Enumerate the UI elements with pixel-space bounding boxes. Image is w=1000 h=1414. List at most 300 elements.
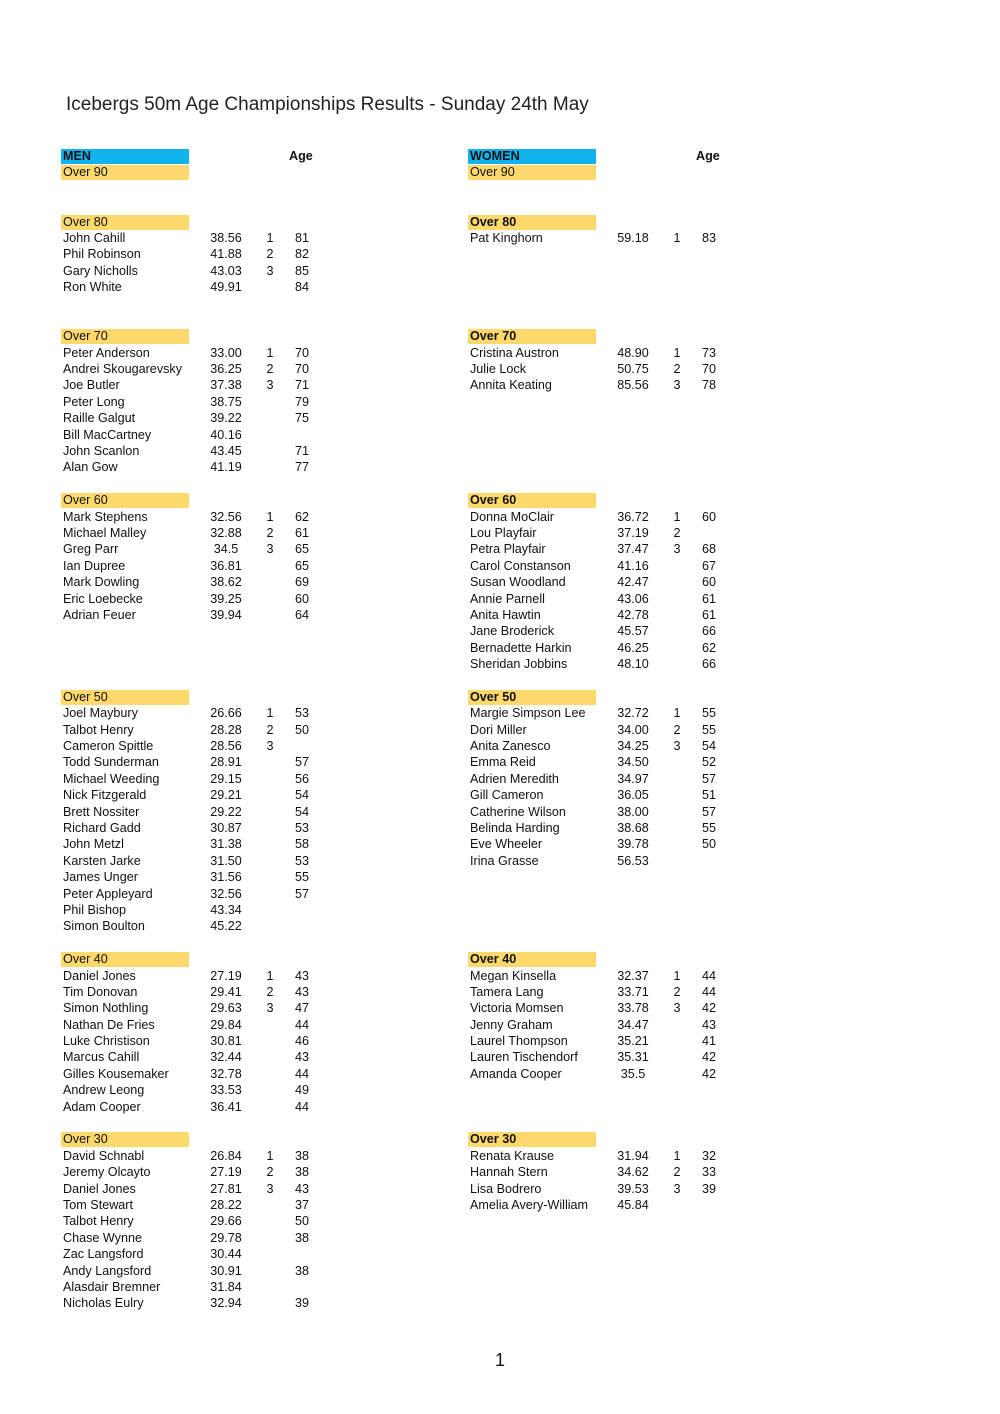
result-row bbox=[468, 771, 758, 787]
place: 2 bbox=[266, 362, 274, 377]
swim-time: 43.34 bbox=[210, 902, 242, 917]
women-header-row bbox=[468, 148, 758, 164]
blank-row bbox=[468, 1099, 758, 1115]
swim-time: 36.05 bbox=[617, 788, 649, 803]
swim-time: 33.53 bbox=[210, 1083, 242, 1098]
place: 3 bbox=[266, 378, 274, 393]
result-row bbox=[61, 1148, 351, 1164]
swim-time: 35.21 bbox=[617, 1034, 649, 1049]
place: 1 bbox=[266, 509, 274, 524]
swim-time: 41.88 bbox=[210, 247, 242, 262]
place: 2 bbox=[673, 984, 681, 999]
place: 2 bbox=[673, 722, 681, 737]
result-row bbox=[61, 541, 351, 557]
result-row bbox=[61, 1197, 351, 1213]
swimmer-age: 46 bbox=[294, 1034, 309, 1049]
result-row bbox=[61, 509, 351, 525]
swimmer-age: 44 bbox=[294, 1066, 309, 1081]
swimmer-name: Catherine Wilson bbox=[470, 804, 566, 819]
result-row bbox=[61, 836, 351, 852]
result-row bbox=[468, 1181, 758, 1197]
result-row bbox=[468, 787, 758, 803]
swim-time: 32.88 bbox=[210, 525, 242, 540]
swimmer-name: Andrei Skougarevsky bbox=[63, 362, 183, 377]
swim-time: 48.90 bbox=[617, 345, 649, 360]
swim-time: 34.62 bbox=[617, 1165, 649, 1180]
swim-time: 37.19 bbox=[617, 525, 649, 540]
swimmer-name: Daniel Jones bbox=[63, 1181, 136, 1196]
swimmer-age: 44 bbox=[294, 1017, 309, 1032]
place: 2 bbox=[673, 362, 681, 377]
swimmer-age: 60 bbox=[294, 591, 309, 606]
category-label: Over 30 bbox=[63, 1132, 108, 1147]
swimmer-age: 70 bbox=[701, 362, 716, 377]
result-row bbox=[61, 443, 351, 459]
swimmer-name: Raille Galgut bbox=[63, 411, 136, 426]
swim-time: 28.91 bbox=[210, 755, 242, 770]
swim-time: 34.25 bbox=[617, 739, 649, 754]
place: 3 bbox=[266, 263, 274, 278]
swimmer-name: James Unger bbox=[63, 870, 138, 885]
swim-time: 32.37 bbox=[617, 968, 649, 983]
swimmer-age: 43 bbox=[294, 1050, 309, 1065]
place: 2 bbox=[266, 1165, 274, 1180]
result-row bbox=[61, 1066, 351, 1082]
blank-row bbox=[468, 886, 758, 902]
swimmer-name: Alasdair Bremner bbox=[63, 1279, 161, 1294]
swimmer-name: Tom Stewart bbox=[63, 1198, 133, 1212]
place: 1 bbox=[266, 1148, 274, 1163]
swimmer-name: John Metzl bbox=[63, 837, 124, 852]
blank-row bbox=[61, 181, 351, 197]
swimmer-age: 53 bbox=[294, 706, 309, 721]
swimmer-name: Mark Dowling bbox=[63, 575, 140, 590]
swimmer-name: Jeremy Olcayto bbox=[63, 1165, 151, 1180]
swimmer-name: Susan Woodland bbox=[470, 575, 566, 590]
swim-time: 45.84 bbox=[617, 1198, 649, 1212]
swim-time: 29.84 bbox=[210, 1017, 242, 1032]
swimmer-name: Chase Wynne bbox=[63, 1230, 142, 1245]
result-row bbox=[61, 722, 351, 738]
swim-time: 29.41 bbox=[210, 984, 242, 999]
blank-row bbox=[468, 459, 758, 475]
swimmer-age: 68 bbox=[701, 542, 716, 557]
result-row bbox=[61, 869, 351, 885]
result-row bbox=[468, 623, 758, 639]
swim-time: 32.56 bbox=[210, 509, 242, 524]
result-row bbox=[468, 640, 758, 656]
swimmer-name: Daniel Jones bbox=[63, 968, 136, 983]
result-row bbox=[61, 263, 351, 279]
swimmer-age: 54 bbox=[294, 788, 309, 803]
swimmer-age: 60 bbox=[701, 509, 716, 524]
swimmer-age: 64 bbox=[294, 607, 309, 622]
swimmer-age: 38 bbox=[294, 1230, 309, 1245]
result-row bbox=[61, 1246, 351, 1262]
men-results-column bbox=[61, 148, 351, 1312]
swimmer-age: 78 bbox=[701, 378, 716, 393]
swimmer-age: 61 bbox=[701, 591, 716, 606]
result-row bbox=[61, 361, 351, 377]
place: 3 bbox=[266, 1181, 274, 1196]
swimmer-age: 37 bbox=[294, 1198, 309, 1212]
blank-row bbox=[468, 263, 758, 279]
swim-time: 38.56 bbox=[210, 230, 242, 245]
swimmer-name: Mark Stephens bbox=[63, 509, 148, 524]
swimmer-age: 66 bbox=[701, 624, 716, 639]
swimmer-age: 70 bbox=[294, 362, 309, 377]
swimmer-age: 66 bbox=[701, 657, 716, 672]
swim-time: 59.18 bbox=[617, 230, 649, 245]
result-row bbox=[61, 345, 351, 361]
result-row bbox=[468, 230, 758, 246]
swimmer-name: Michael Weeding bbox=[63, 771, 160, 786]
swimmer-age: 43 bbox=[294, 1181, 309, 1196]
swimmer-name: Cameron Spittle bbox=[63, 739, 154, 754]
blank-row bbox=[61, 623, 351, 639]
category-row bbox=[61, 328, 351, 344]
swimmer-name: Todd Sunderman bbox=[63, 755, 159, 770]
swim-time: 38.00 bbox=[617, 804, 649, 819]
swim-time: 27.19 bbox=[210, 968, 242, 983]
swim-time: 32.72 bbox=[617, 706, 649, 721]
swim-time: 38.68 bbox=[617, 821, 649, 836]
swimmer-age: 55 bbox=[701, 821, 716, 836]
swim-time: 45.22 bbox=[210, 919, 242, 934]
category-row bbox=[468, 492, 758, 508]
place: 3 bbox=[673, 1181, 681, 1196]
swimmer-age: 50 bbox=[294, 1214, 309, 1229]
result-row bbox=[61, 902, 351, 918]
swimmer-age: 61 bbox=[701, 607, 716, 622]
swimmer-age: 49 bbox=[294, 1083, 309, 1098]
result-row bbox=[61, 1049, 351, 1065]
swimmer-name: John Scanlon bbox=[63, 444, 140, 459]
place: 3 bbox=[673, 1001, 681, 1016]
swimmer-name: Julie Lock bbox=[470, 362, 527, 377]
swimmer-age: 62 bbox=[701, 640, 716, 655]
swimmer-age: 85 bbox=[294, 263, 309, 278]
blank-row bbox=[468, 246, 758, 262]
swim-time: 26.84 bbox=[210, 1148, 242, 1163]
result-row bbox=[468, 607, 758, 623]
swimmer-name: Ian Dupree bbox=[63, 558, 126, 573]
swimmer-name: Nathan De Fries bbox=[63, 1017, 155, 1032]
blank-row bbox=[61, 935, 351, 951]
result-row bbox=[61, 246, 351, 262]
blank-row bbox=[468, 312, 758, 328]
swim-time: 28.56 bbox=[210, 739, 242, 754]
swimmer-name: Brett Nossiter bbox=[63, 804, 140, 819]
swim-time: 48.10 bbox=[617, 657, 649, 672]
category-row bbox=[61, 1131, 351, 1147]
result-row bbox=[61, 853, 351, 869]
place: 1 bbox=[673, 968, 681, 983]
result-row bbox=[468, 574, 758, 590]
swim-time: 39.94 bbox=[210, 607, 242, 622]
swimmer-name: Ron White bbox=[63, 280, 122, 295]
swim-time: 27.81 bbox=[210, 1181, 242, 1196]
blank-row bbox=[61, 1115, 351, 1131]
result-row bbox=[61, 410, 351, 426]
place: 1 bbox=[266, 345, 274, 360]
blank-row bbox=[468, 197, 758, 213]
result-row bbox=[61, 574, 351, 590]
result-row bbox=[468, 1148, 758, 1164]
blank-row bbox=[468, 443, 758, 459]
swim-time: 35.31 bbox=[617, 1050, 649, 1065]
swimmer-name: Pat Kinghorn bbox=[470, 230, 543, 245]
result-row bbox=[468, 345, 758, 361]
result-row bbox=[468, 853, 758, 869]
swim-time: 29.22 bbox=[210, 804, 242, 819]
result-row bbox=[61, 738, 351, 754]
place: 1 bbox=[266, 706, 274, 721]
swimmer-name: Anita Zanesco bbox=[470, 739, 551, 754]
result-row bbox=[468, 541, 758, 557]
swimmer-age: 42 bbox=[701, 1066, 716, 1081]
blank-row bbox=[468, 296, 758, 312]
category-label: Over 60 bbox=[63, 493, 108, 508]
swim-time: 56.53 bbox=[617, 853, 649, 868]
swim-time: 31.50 bbox=[210, 853, 242, 868]
blank-row bbox=[61, 197, 351, 213]
swimmer-name: Margie Simpson Lee bbox=[470, 706, 586, 721]
swim-time: 33.71 bbox=[617, 984, 649, 999]
result-row bbox=[61, 1099, 351, 1115]
blank-row bbox=[468, 918, 758, 934]
result-row bbox=[468, 656, 758, 672]
swimmer-age: 57 bbox=[294, 755, 309, 770]
blank-row bbox=[61, 656, 351, 672]
swimmer-name: Alan Gow bbox=[63, 460, 118, 475]
swimmer-name: Sheridan Jobbins bbox=[470, 657, 568, 672]
place: 3 bbox=[673, 542, 681, 557]
result-row bbox=[61, 230, 351, 246]
swimmer-name: Annita Keating bbox=[470, 378, 552, 393]
men-age-header: Age bbox=[289, 149, 313, 163]
swimmer-age: 54 bbox=[294, 804, 309, 819]
swimmer-name: Cristina Austron bbox=[470, 345, 559, 360]
category-row bbox=[468, 689, 758, 705]
swim-time: 34.50 bbox=[617, 755, 649, 770]
swim-time: 49.91 bbox=[210, 280, 242, 295]
swim-time: 35.5 bbox=[620, 1066, 646, 1081]
swimmer-age: 38 bbox=[294, 1165, 309, 1180]
result-row bbox=[468, 1017, 758, 1033]
women-age-header: Age bbox=[696, 149, 720, 163]
result-row bbox=[468, 1033, 758, 1049]
category-label: Over 90 bbox=[470, 165, 515, 180]
result-row bbox=[61, 804, 351, 820]
swim-time: 30.91 bbox=[210, 1263, 242, 1278]
place: 1 bbox=[266, 230, 274, 245]
result-row bbox=[468, 738, 758, 754]
swimmer-name: Phil Bishop bbox=[63, 902, 127, 917]
place: 2 bbox=[266, 247, 274, 262]
swim-time: 28.22 bbox=[210, 1198, 242, 1212]
swim-time: 38.62 bbox=[210, 575, 242, 590]
swimmer-age: 55 bbox=[701, 722, 716, 737]
swimmer-name: Megan Kinsella bbox=[470, 968, 557, 983]
result-row bbox=[61, 525, 351, 541]
swimmer-age: 57 bbox=[294, 886, 309, 901]
swimmer-age: 39 bbox=[701, 1181, 716, 1196]
place: 2 bbox=[673, 1165, 681, 1180]
swim-time: 36.81 bbox=[210, 558, 242, 573]
swimmer-name: Belinda Harding bbox=[470, 821, 560, 836]
swimmer-age: 75 bbox=[294, 411, 309, 426]
page-number: 1 bbox=[494, 1350, 505, 1370]
category-label: Over 80 bbox=[63, 214, 108, 229]
swim-time: 29.78 bbox=[210, 1230, 242, 1245]
place: 3 bbox=[266, 542, 274, 557]
blank-row bbox=[468, 181, 758, 197]
result-row bbox=[61, 558, 351, 574]
page-title: Icebergs 50m Age Championships Results - Sunday 24th May bbox=[66, 94, 589, 115]
result-row bbox=[468, 558, 758, 574]
swim-time: 30.87 bbox=[210, 821, 242, 836]
swim-time: 29.66 bbox=[210, 1214, 242, 1229]
swim-time: 31.94 bbox=[617, 1148, 649, 1163]
blank-row bbox=[468, 1082, 758, 1098]
women-header-label: WOMEN bbox=[470, 149, 520, 163]
swimmer-name: Joe Butler bbox=[63, 378, 120, 393]
swim-time: 32.56 bbox=[210, 886, 242, 901]
swim-time: 26.66 bbox=[210, 706, 242, 721]
blank-row bbox=[468, 476, 758, 492]
place: 1 bbox=[673, 1148, 681, 1163]
swim-time: 29.63 bbox=[210, 1001, 242, 1016]
swim-time: 41.16 bbox=[617, 558, 649, 573]
category-label: Over 50 bbox=[470, 689, 517, 704]
result-row bbox=[61, 459, 351, 475]
result-row bbox=[61, 1263, 351, 1279]
swimmer-age: 38 bbox=[294, 1148, 309, 1163]
swimmer-name: Adam Cooper bbox=[63, 1099, 141, 1114]
result-row bbox=[468, 1049, 758, 1065]
swimmer-age: 58 bbox=[294, 837, 309, 852]
place: 1 bbox=[673, 706, 681, 721]
swimmer-age: 62 bbox=[294, 509, 309, 524]
men-header-label: MEN bbox=[63, 149, 91, 163]
swimmer-name: Marcus Cahill bbox=[63, 1050, 140, 1065]
category-label: Over 80 bbox=[470, 214, 517, 229]
swimmer-name: Victoria Momsen bbox=[470, 1001, 564, 1016]
place: 2 bbox=[673, 525, 681, 540]
swimmer-age: 38 bbox=[294, 1263, 309, 1278]
swimmer-name: Jane Broderick bbox=[470, 624, 554, 639]
swimmer-age: 69 bbox=[294, 575, 309, 590]
result-row bbox=[468, 1197, 758, 1213]
swim-time: 39.53 bbox=[617, 1181, 649, 1196]
swimmer-age: 55 bbox=[294, 870, 309, 885]
result-row bbox=[468, 705, 758, 721]
swimmer-age: 57 bbox=[701, 771, 716, 786]
swim-time: 43.03 bbox=[210, 263, 242, 278]
swimmer-age: 42 bbox=[701, 1001, 716, 1016]
result-row bbox=[61, 918, 351, 934]
place: 3 bbox=[673, 378, 681, 393]
result-row bbox=[468, 1164, 758, 1180]
swim-time: 50.75 bbox=[617, 362, 649, 377]
swimmer-name: Peter Appleyard bbox=[63, 886, 153, 901]
swimmer-name: Emma Reid bbox=[470, 755, 536, 770]
swimmer-name: Hannah Stern bbox=[470, 1165, 548, 1180]
swim-time: 29.21 bbox=[210, 788, 242, 803]
category-row bbox=[61, 951, 351, 967]
place: 2 bbox=[266, 525, 274, 540]
blank-row bbox=[468, 427, 758, 443]
blank-row bbox=[61, 296, 351, 312]
swimmer-name: Nick Fitzgerald bbox=[63, 788, 147, 803]
swim-time: 36.25 bbox=[210, 362, 242, 377]
swimmer-name: David Schnabl bbox=[63, 1148, 145, 1163]
swimmer-age: 84 bbox=[294, 280, 309, 295]
swimmer-name: Bill MacCartney bbox=[63, 427, 152, 442]
result-row bbox=[468, 1066, 758, 1082]
swimmer-age: 44 bbox=[294, 1099, 309, 1114]
category-label: Over 40 bbox=[63, 952, 108, 967]
swimmer-name: Irina Grasse bbox=[470, 853, 539, 868]
swimmer-name: Gary Nicholls bbox=[63, 263, 138, 278]
swimmer-name: Lauren Tischendorf bbox=[470, 1050, 578, 1065]
result-row bbox=[61, 1295, 351, 1311]
swim-time: 39.78 bbox=[617, 837, 649, 852]
swimmer-age: 47 bbox=[294, 1001, 309, 1016]
result-row bbox=[468, 509, 758, 525]
swim-time: 32.44 bbox=[210, 1050, 242, 1065]
swimmer-name: Annie Parnell bbox=[470, 591, 545, 606]
result-row bbox=[61, 1279, 351, 1295]
result-row bbox=[468, 722, 758, 738]
place: 2 bbox=[266, 984, 274, 999]
swimmer-name: Adrian Feuer bbox=[63, 607, 136, 622]
swimmer-name: Greg Parr bbox=[63, 542, 119, 557]
swimmer-age: 60 bbox=[701, 575, 716, 590]
swimmer-age: 77 bbox=[294, 460, 309, 475]
swimmer-name: Bernadette Harkin bbox=[470, 640, 572, 655]
swim-time: 32.78 bbox=[210, 1066, 242, 1081]
place: 1 bbox=[673, 230, 681, 245]
result-row bbox=[468, 377, 758, 393]
place: 1 bbox=[266, 968, 274, 983]
swim-time: 36.41 bbox=[210, 1099, 242, 1114]
swim-time: 38.75 bbox=[210, 394, 242, 409]
result-row bbox=[61, 394, 351, 410]
swim-time: 31.38 bbox=[210, 837, 242, 852]
swimmer-age: 81 bbox=[294, 230, 309, 245]
swim-time: 39.25 bbox=[210, 591, 242, 606]
result-row bbox=[61, 1082, 351, 1098]
swim-time: 34.97 bbox=[617, 771, 649, 786]
blank-row bbox=[468, 394, 758, 410]
result-row bbox=[468, 968, 758, 984]
men-header-row bbox=[61, 148, 351, 164]
swimmer-age: 43 bbox=[294, 968, 309, 983]
swimmer-name: Tamera Lang bbox=[470, 984, 544, 999]
swimmer-age: 42 bbox=[701, 1050, 716, 1065]
result-row bbox=[61, 1181, 351, 1197]
blank-row bbox=[61, 476, 351, 492]
category-row bbox=[468, 214, 758, 230]
swimmer-age: 44 bbox=[701, 968, 716, 983]
result-row bbox=[468, 525, 758, 541]
swimmer-name: Adrien Meredith bbox=[470, 771, 559, 786]
women-results-column bbox=[468, 148, 758, 1213]
swimmer-age: 71 bbox=[294, 378, 309, 393]
result-row bbox=[468, 591, 758, 607]
